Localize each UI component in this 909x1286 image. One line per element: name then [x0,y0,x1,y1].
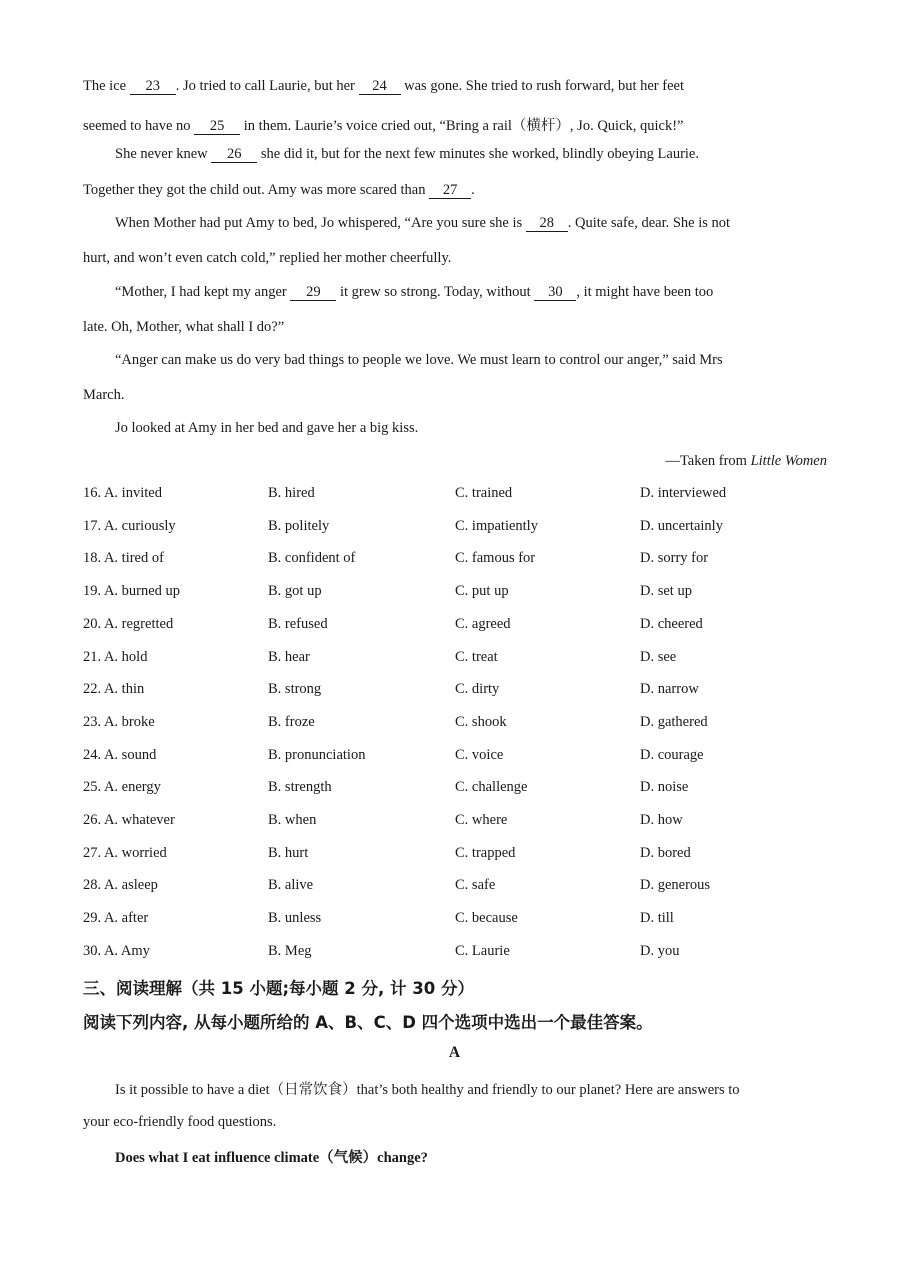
option-row [83,583,843,603]
option-a: 20. A. regretted [83,615,174,632]
option-row [83,779,843,799]
passage-line: She never knew 26 she did it, but for the next few minutes she worked, blindly obeying Laurie. [115,146,699,162]
option-row [83,910,843,930]
option-c: C. trained [455,485,513,501]
option-row [83,485,843,505]
option-row [83,877,843,897]
option-d: D. bored [640,844,691,861]
option-a: 27. A. worried [83,844,167,861]
passage-line: late. Oh, Mother, what shall I do?” [83,319,285,335]
option-b: B. strength [268,779,332,796]
option-row [83,943,843,963]
option-b: B. hired [268,485,315,501]
option-d: D. uncertainly [640,517,723,534]
option-a: 16. A. invited [83,485,162,501]
blank-27: 27 [429,183,471,199]
option-row [83,714,843,734]
option-c: C. agreed [455,615,511,632]
option-c: C. challenge [455,779,528,796]
option-a: 23. A. broke [83,713,155,730]
option-row [83,747,843,767]
passage-line: March. [83,387,125,403]
option-c: C. put up [455,583,509,600]
option-c: C. voice [455,746,504,763]
option-a: 28. A. asleep [83,877,158,894]
option-c: C. dirty [455,681,500,698]
option-c: C. where [455,812,508,828]
section-instruction: 阅读下列内容, 从每小题所给的 A、B、C、D 四个选项中选出一个最佳答案。 [83,1013,653,1032]
option-b: B. alive [268,877,314,894]
passage-line: “Anger can make us do very bad things to people we love. We must learn to control our anger,” said Mrs [115,352,723,368]
option-c: C. trapped [455,844,516,861]
option-d: D. gathered [640,713,708,730]
option-c: C. safe [455,877,496,894]
option-c: C. because [455,910,518,927]
option-d: D. generous [640,877,711,894]
option-a: 21. A. hold [83,648,148,665]
option-d: D. courage [640,746,704,763]
option-a: 19. A. burned up [83,583,181,600]
blank-23: 23 [130,79,176,95]
option-b: B. politely [268,517,330,534]
option-row [83,518,843,538]
option-b: B. got up [268,583,322,600]
passage-line: Is it possible to have a diet（日常饮食）that’s both healthy and friendly to our planet? Here are answers to [115,1082,740,1098]
option-b: B. when [268,812,317,828]
option-a: 29. A. after [83,910,149,927]
passage-line: When Mother had put Amy to bed, Jo whispered, “Are you sure she is 28 . Quite safe, dear. She is not [115,215,731,231]
option-a: 22. A. thin [83,681,145,698]
passage-source: —Taken from Little Women [665,453,827,469]
option-b: B. refused [268,615,328,632]
passage-line: The ice 23 . Jo tried to call Laurie, but her 24 was gone. She tried to rush forward, but her feet [83,78,684,94]
blank-30: 30 [534,285,576,301]
passage-line: Jo looked at Amy in her bed and gave her a big kiss. [115,420,419,436]
option-b: B. strong [268,681,322,698]
passage-part-label: A [448,1044,461,1061]
option-a: 17. A. curiously [83,517,176,534]
option-a: 25. A. energy [83,779,161,796]
option-c: C. treat [455,648,498,665]
option-b: B. pronunciation [268,746,366,763]
option-d: D. noise [640,779,689,796]
option-d: D. till [640,910,674,927]
blank-29: 29 [290,285,336,301]
option-a: 24. A. sound [83,746,157,763]
option-d: D. how [640,812,683,828]
option-c: C. impatiently [455,517,538,534]
blank-25: 25 [194,119,240,135]
passage-line: “Mother, I had kept my anger 29 it grew so strong. Today, without 30 , it might have been too [115,284,714,300]
option-d: D. see [640,648,677,665]
option-a: 26. A. whatever [83,812,175,828]
option-a: 18. A. tired of [83,550,164,567]
passage-line: your eco-friendly food questions. [83,1114,277,1130]
option-row [83,616,843,636]
option-b: B. hear [268,648,310,665]
option-b: B. confident of [268,550,356,567]
option-d: D. cheered [640,615,703,632]
option-d: D. interviewed [640,485,727,501]
option-b: B. unless [268,910,322,927]
blank-24: 24 [359,79,401,95]
option-row [83,812,843,832]
section-title: 三、阅读理解（共 15 小题;每小题 2 分, 计 30 分） [83,979,474,998]
option-a: 30. A. Amy [83,942,150,959]
option-d: D. you [640,942,680,959]
option-row [83,550,843,570]
option-d: D. narrow [640,681,699,698]
option-c: C. famous for [455,550,536,567]
option-d: D. sorry for [640,550,709,567]
option-b: B. Meg [268,942,312,959]
passage-question-heading: Does what I eat influence climate（气候）change? [115,1150,428,1166]
passage-line: seemed to have no 25 in them. Laurie’s voice cried out, “Bring a rail（横杆）, Jo. Quick, quick!” [83,118,684,134]
option-c: C. shook [455,713,507,730]
option-row [83,649,843,669]
option-c: C. Laurie [455,942,510,959]
source-title: Little Women [750,453,827,469]
option-row [83,681,843,701]
blank-28: 28 [526,216,568,232]
passage-line: Together they got the child out. Amy was more scared than 27 . [83,182,475,198]
option-row [83,845,843,865]
blank-26: 26 [211,147,257,163]
option-b: B. hurt [268,844,309,861]
option-d: D. set up [640,583,692,600]
option-b: B. froze [268,713,315,730]
passage-line: hurt, and won’t even catch cold,” replied her mother cheerfully. [83,250,452,266]
